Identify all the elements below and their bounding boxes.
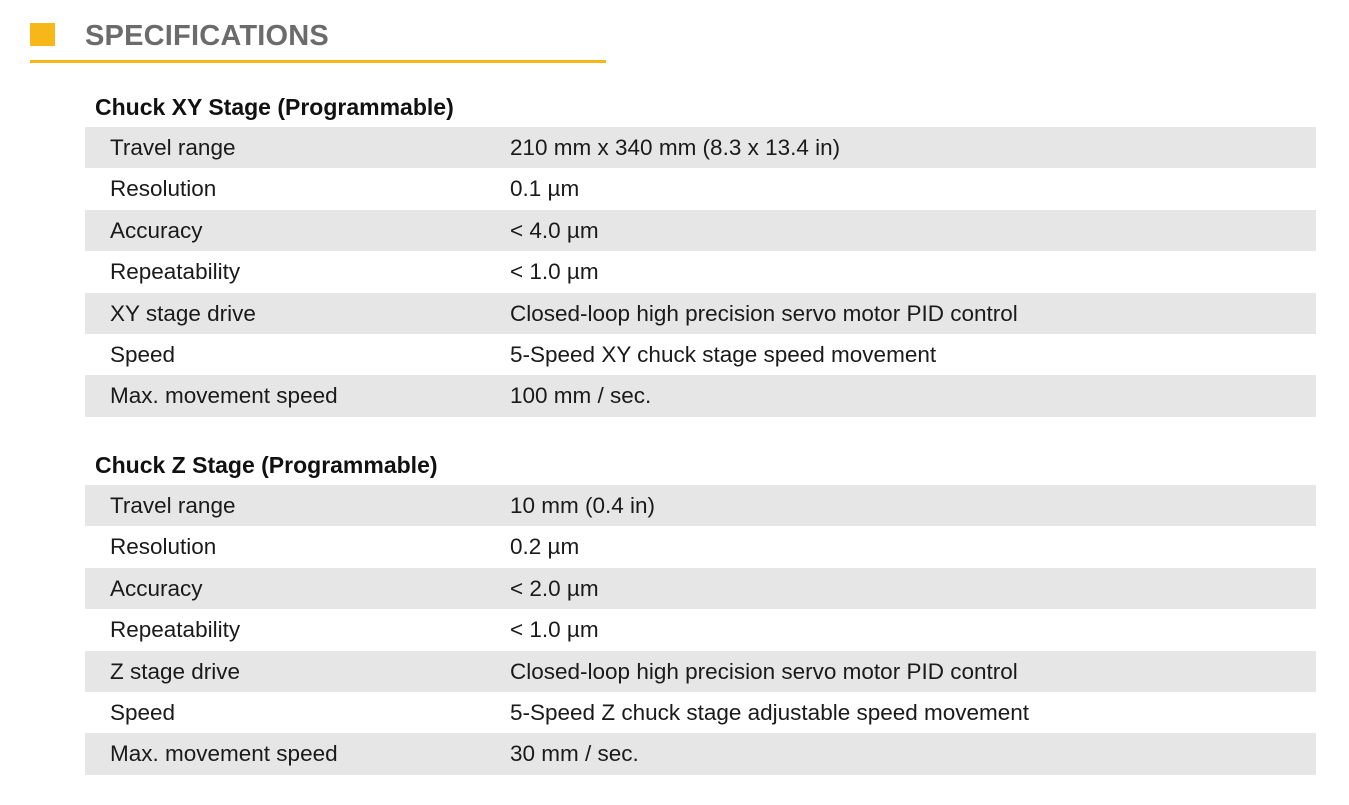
spec-row-max-movement-speed xyxy=(85,733,1316,774)
spec-row-travel-range xyxy=(85,127,1316,168)
spec-label: Z stage drive xyxy=(110,658,241,684)
spec-value: Closed-loop high precision servo motor PID control xyxy=(510,300,1018,326)
spec-label: Repeatability xyxy=(110,617,241,643)
spec-value: 0.2 µm xyxy=(510,534,580,560)
spec-label: Max. movement speed xyxy=(110,383,338,409)
spec-value: 5-Speed XY chuck stage speed movement xyxy=(510,341,937,367)
spec-label: Travel range xyxy=(110,493,236,518)
spec-row-speed xyxy=(85,692,1316,733)
spec-row-speed xyxy=(85,334,1316,375)
spec-label: Accuracy xyxy=(110,575,203,601)
spec-label: Accuracy xyxy=(110,217,203,243)
header-accent-square xyxy=(30,23,55,46)
section-title: Chuck Z Stage (Programmable) xyxy=(95,452,438,478)
page-title: SPECIFICATIONS xyxy=(85,20,329,52)
spec-label: Repeatability xyxy=(110,259,241,285)
spec-row-resolution xyxy=(85,526,1316,567)
header-underline xyxy=(30,60,606,63)
spec-label: Resolution xyxy=(110,534,217,560)
spec-row-accuracy xyxy=(85,568,1316,609)
spec-label: Max. movement speed xyxy=(110,741,338,767)
spec-value: 100 mm / sec. xyxy=(510,383,652,409)
spec-value: < 4.0 µm xyxy=(510,217,599,243)
spec-value: Closed-loop high precision servo motor PID control xyxy=(510,658,1018,684)
spec-row-stage-drive xyxy=(85,293,1316,334)
section-chuck-xy-stage xyxy=(85,88,1316,417)
spec-row-accuracy xyxy=(85,210,1316,251)
spec-label: Resolution xyxy=(110,176,217,202)
specifications-header xyxy=(30,14,606,64)
spec-value: < 2.0 µm xyxy=(510,575,599,601)
spec-value: < 1.0 µm xyxy=(510,259,599,285)
spec-row-repeatability xyxy=(85,251,1316,292)
spec-value: 10 mm (0.4 in) xyxy=(510,493,656,518)
spec-label: XY stage drive xyxy=(110,300,256,326)
spec-value: < 1.0 µm xyxy=(510,617,599,643)
spec-value: 210 mm x 340 mm (8.3 x 13.4 in) xyxy=(510,135,841,160)
spec-value: 0.1 µm xyxy=(510,176,580,202)
spec-label: Speed xyxy=(110,341,176,367)
spec-label: Speed xyxy=(110,699,176,725)
spec-row-stage-drive xyxy=(85,651,1316,692)
section-title: Chuck XY Stage (Programmable) xyxy=(95,94,454,120)
spec-row-travel-range xyxy=(85,485,1316,526)
spec-value: 30 mm / sec. xyxy=(510,741,639,767)
spec-row-repeatability xyxy=(85,609,1316,650)
spec-row-resolution xyxy=(85,168,1316,209)
section-chuck-z-stage xyxy=(85,446,1316,775)
spec-row-max-movement-speed xyxy=(85,375,1316,416)
spec-label: Travel range xyxy=(110,135,236,160)
spec-value: 5-Speed Z chuck stage adjustable speed movement xyxy=(510,699,1030,725)
